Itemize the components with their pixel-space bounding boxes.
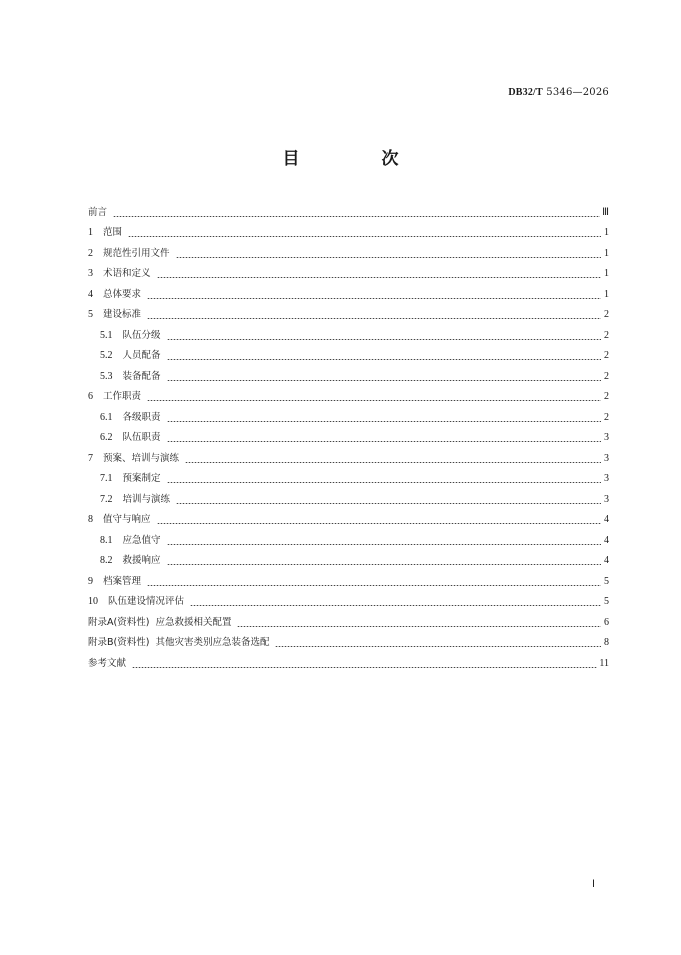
toc-entry-number: 8.1 <box>100 534 113 546</box>
toc-dot-leader <box>167 441 601 442</box>
toc-entry-label: 培训与演练 <box>122 493 171 505</box>
toc-entry-number: 7.2 <box>100 493 113 505</box>
toc-entry[interactable] <box>88 220 609 241</box>
toc-entry-label: 预案、培训与演练 <box>103 452 180 464</box>
toc-entry-page: 4 <box>604 555 609 566</box>
toc-entry[interactable] <box>88 466 609 487</box>
toc-entry-page: 11 <box>599 657 609 669</box>
toc-dot-leader <box>190 605 601 606</box>
toc-entry-label: 术语和定义 <box>103 268 151 279</box>
toc-dot-leader <box>275 646 601 647</box>
toc-entry-page: 5 <box>604 575 609 587</box>
document-code-number: 5346—2026 <box>546 87 609 98</box>
toc-entry-number: 8 <box>88 514 93 525</box>
toc-entry-number: 6.2 <box>100 432 113 443</box>
toc-entry-number: 9 <box>88 575 93 587</box>
toc-dot-leader <box>147 585 601 586</box>
toc-dot-leader <box>167 339 601 340</box>
toc-dot-leader <box>167 421 601 422</box>
toc-entry-page: Ⅲ <box>602 206 609 218</box>
toc-entry-page: 4 <box>604 514 609 525</box>
toc-entry-page: 1 <box>604 268 609 279</box>
toc-entry-number: 6.1 <box>100 411 113 423</box>
toc-entry-page: 2 <box>604 411 609 423</box>
toc-dot-leader <box>185 462 601 463</box>
toc-entry-number: 10 <box>88 596 98 607</box>
toc-entry-label: 参考文献 <box>88 657 127 669</box>
toc-entry-label: 工作职责 <box>103 391 142 402</box>
toc-entry[interactable] <box>88 240 609 261</box>
toc-dot-leader <box>167 564 601 565</box>
toc-entry[interactable] <box>88 425 609 446</box>
toc-entry-page: 3 <box>604 473 609 484</box>
toc-entry-page: 8 <box>604 637 609 648</box>
toc-entry-label: 建设标准 <box>103 309 142 320</box>
toc-entry-label: 队伍职责 <box>122 432 161 443</box>
toc-entry-page: 3 <box>604 432 609 443</box>
toc-dot-leader <box>113 216 600 217</box>
toc-entry[interactable] <box>88 322 609 343</box>
toc-dot-leader <box>167 380 601 381</box>
toc-entry-label: 附录B(资料性) 其他灾害类别应急装备选配 <box>88 637 270 648</box>
toc-entry[interactable] <box>88 363 609 384</box>
toc-entry-number: 6 <box>88 391 93 402</box>
toc-dot-leader <box>147 318 601 319</box>
toc-dot-leader <box>147 298 601 299</box>
toc-entry-label: 队伍分级 <box>122 329 161 341</box>
toc-dot-leader <box>176 257 601 258</box>
toc-entry-page: 2 <box>604 391 609 402</box>
toc-entry[interactable] <box>88 650 609 671</box>
toc-entry-number: 2 <box>88 247 93 259</box>
toc-entry-label: 总体要求 <box>103 288 142 300</box>
toc-entry-label: 附录A(资料性) 应急救援相关配置 <box>88 616 232 628</box>
toc-entry[interactable] <box>88 527 609 548</box>
toc-entry-number: 7.1 <box>100 473 113 484</box>
toc-entry-number: 8.2 <box>100 555 113 566</box>
toc-entry[interactable] <box>88 630 609 651</box>
toc-entry-page: 2 <box>604 350 609 361</box>
toc-entry-page: 3 <box>604 493 609 505</box>
toc-entry-page: 1 <box>604 227 609 238</box>
toc-entry-page: 2 <box>604 309 609 320</box>
toc-entry-label: 装备配备 <box>122 370 161 382</box>
toc-entry-label: 值守与响应 <box>103 514 151 525</box>
toc-entry[interactable] <box>88 302 609 323</box>
toc-entry[interactable] <box>88 486 609 507</box>
toc-entry[interactable] <box>88 589 609 610</box>
toc-dot-leader <box>157 523 601 524</box>
toc-entry-label: 预案制定 <box>122 473 161 484</box>
toc-dot-leader <box>167 359 601 360</box>
toc-dot-leader <box>132 667 597 668</box>
toc-entry-label: 各级职责 <box>122 411 161 423</box>
toc-entry-page: 3 <box>604 452 609 464</box>
toc-entry-label: 人员配备 <box>122 350 161 361</box>
toc-dot-leader <box>157 277 601 278</box>
toc-entry-number: 3 <box>88 268 93 279</box>
toc-entry-number: 7 <box>88 452 93 464</box>
toc-dot-leader <box>167 482 601 483</box>
toc-entry[interactable] <box>88 568 609 589</box>
document-code-prefix: DB32/T <box>508 87 543 98</box>
toc-dot-leader <box>176 503 601 504</box>
table-of-contents <box>88 199 609 671</box>
toc-entry[interactable] <box>88 261 609 282</box>
toc-entry-label: 队伍建设情况评估 <box>108 596 185 607</box>
toc-entry-label: 前言 <box>88 206 108 218</box>
toc-entry[interactable] <box>88 199 609 220</box>
page-title: 目 次 <box>282 149 437 169</box>
toc-entry-page: 2 <box>604 329 609 341</box>
document-code <box>508 87 609 98</box>
toc-dot-leader <box>237 626 601 627</box>
toc-dot-leader <box>147 400 601 401</box>
toc-entry[interactable] <box>88 445 609 466</box>
toc-entry[interactable] <box>88 343 609 364</box>
toc-entry-page: 5 <box>604 596 609 607</box>
toc-entry-label: 档案管理 <box>103 575 142 587</box>
toc-entry-number: 4 <box>88 288 93 300</box>
toc-entry-label: 规范性引用文件 <box>103 247 170 259</box>
toc-entry[interactable] <box>88 404 609 425</box>
toc-entry-number: 5.3 <box>100 370 113 382</box>
toc-entry-number: 1 <box>88 227 93 238</box>
toc-entry-number: 5 <box>88 309 93 320</box>
toc-entry-page: 1 <box>604 247 609 259</box>
page-number: Ⅰ <box>592 879 595 890</box>
toc-entry[interactable] <box>88 384 609 405</box>
toc-entry[interactable] <box>88 281 609 302</box>
toc-entry-label: 救援响应 <box>122 555 161 566</box>
toc-entry-number: 5.2 <box>100 350 113 361</box>
toc-dot-leader <box>167 544 601 545</box>
toc-entry-label: 范围 <box>103 227 123 238</box>
toc-entry-number: 5.1 <box>100 329 113 341</box>
toc-dot-leader <box>128 236 601 237</box>
toc-entry-page: 4 <box>604 534 609 546</box>
toc-entry[interactable] <box>88 507 609 528</box>
toc-entry[interactable] <box>88 548 609 569</box>
toc-entry-page: 6 <box>604 616 609 628</box>
toc-entry-label: 应急值守 <box>122 534 161 546</box>
toc-entry-page: 2 <box>604 370 609 382</box>
toc-entry-page: 1 <box>604 288 609 300</box>
toc-entry[interactable] <box>88 609 609 630</box>
